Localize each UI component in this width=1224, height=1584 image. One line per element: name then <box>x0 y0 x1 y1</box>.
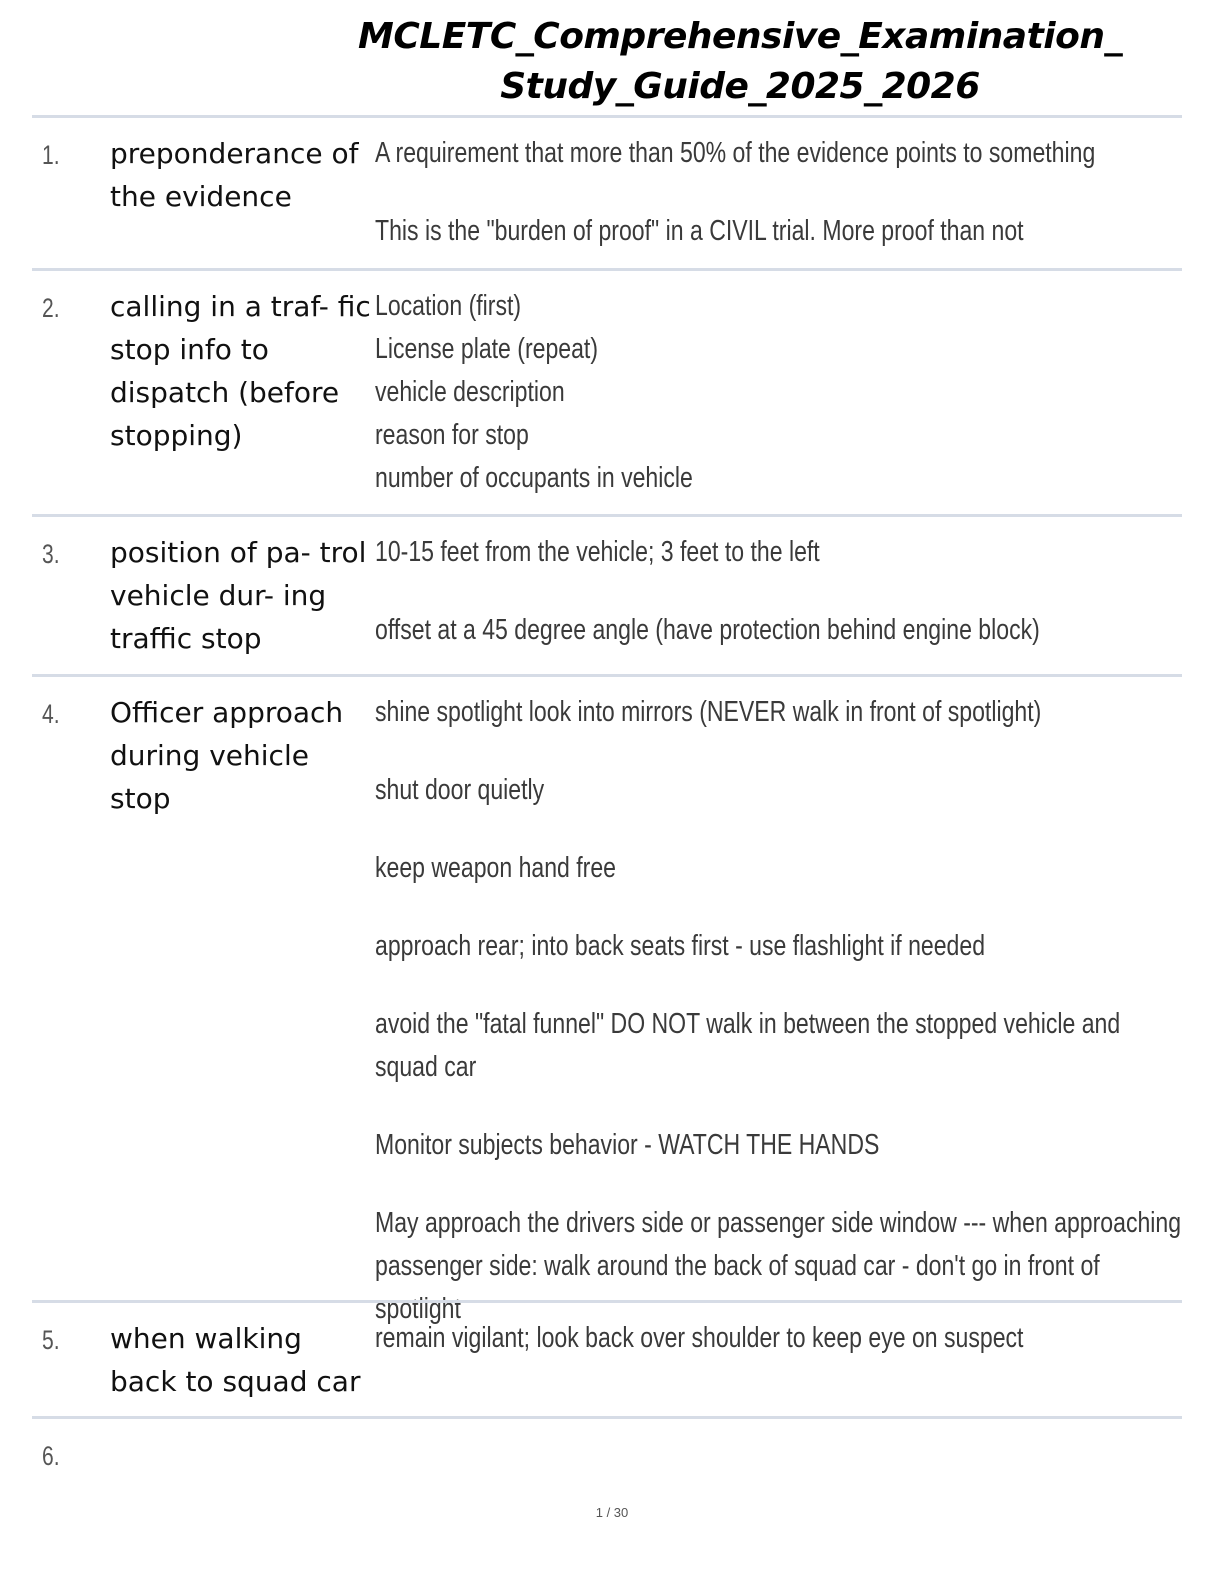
card-number: 5. <box>42 1325 60 1355</box>
definition-line: approach rear; into back seats first - use flashlight if needed <box>375 930 986 962</box>
card-number: 6. <box>42 1441 60 1471</box>
card-term: calling in a traf- fic stop info to dispatch (before stopping) <box>110 290 371 452</box>
card-term: when walking back to squad car <box>110 1322 361 1398</box>
definition-line: shut door quietly <box>375 774 545 806</box>
card-term: Officer approach during vehicle stop <box>110 696 344 815</box>
page-number: 1 / 30 <box>595 1505 629 1520</box>
definition-line: May approach the drivers side or passenger side window --- when approaching passenger side: walk around the back of squad car - don't go in front of spotlight <box>375 1207 1182 1325</box>
definition-line: shine spotlight look into mirrors (NEVER walk in front of spotlight) <box>375 696 1042 728</box>
flashcard-4 <box>32 674 1182 1325</box>
definition-line: vehicle description <box>375 376 565 408</box>
definition-line: keep weapon hand free <box>375 852 616 884</box>
flashcard-2 <box>32 268 1182 518</box>
definition-line: 10-15 feet from the vehicle; 3 feet to the left <box>375 536 820 568</box>
definition-line: offset at a 45 degree angle (have protection behind engine block) <box>375 614 1040 646</box>
card-number: 1. <box>42 140 60 170</box>
flashcard-1 <box>32 115 1182 271</box>
card-definition <box>375 691 1184 1331</box>
card-number: 3. <box>42 539 60 569</box>
card-definition <box>375 531 1170 652</box>
definition-line: A requirement that more than 50% of the evidence points to something <box>375 137 1096 169</box>
definition-line: reason for stop <box>375 419 529 451</box>
card-term: preponderance of the evidence <box>110 137 359 213</box>
card-number: 2. <box>42 293 60 323</box>
definition-line: remain vigilant; look back over shoulder to keep eye on suspect <box>375 1322 1024 1354</box>
card-number: 4. <box>42 699 60 729</box>
document-title-line-2: Study_Guide_2025_2026 <box>500 66 980 107</box>
flashcard-3 <box>32 514 1182 678</box>
definition-line: License plate (repeat) <box>375 333 598 365</box>
definition-line: This is the "burden of proof" in a CIVIL trial. More proof than not <box>375 215 1024 247</box>
flashcard-6 <box>32 1416 1182 1499</box>
flashcard-5 <box>32 1300 1182 1419</box>
card-definition <box>375 1317 1170 1360</box>
card-definition <box>375 285 1170 500</box>
definition-line: avoid the "fatal funnel" DO NOT walk in between the stopped vehicle and squad car <box>375 1008 1121 1083</box>
definition-line: Location (first) <box>375 290 522 322</box>
card-definition <box>375 132 1170 253</box>
document-title <box>330 12 1150 112</box>
definition-line: Monitor subjects behavior - WATCH THE HANDS <box>375 1129 880 1161</box>
card-term: position of pa- trol vehicle dur- ing traffic stop <box>110 536 367 655</box>
definition-line: number of occupants in vehicle <box>375 462 693 494</box>
document-title-line-1: MCLETC_Comprehensive_Examination_ <box>358 16 1122 57</box>
